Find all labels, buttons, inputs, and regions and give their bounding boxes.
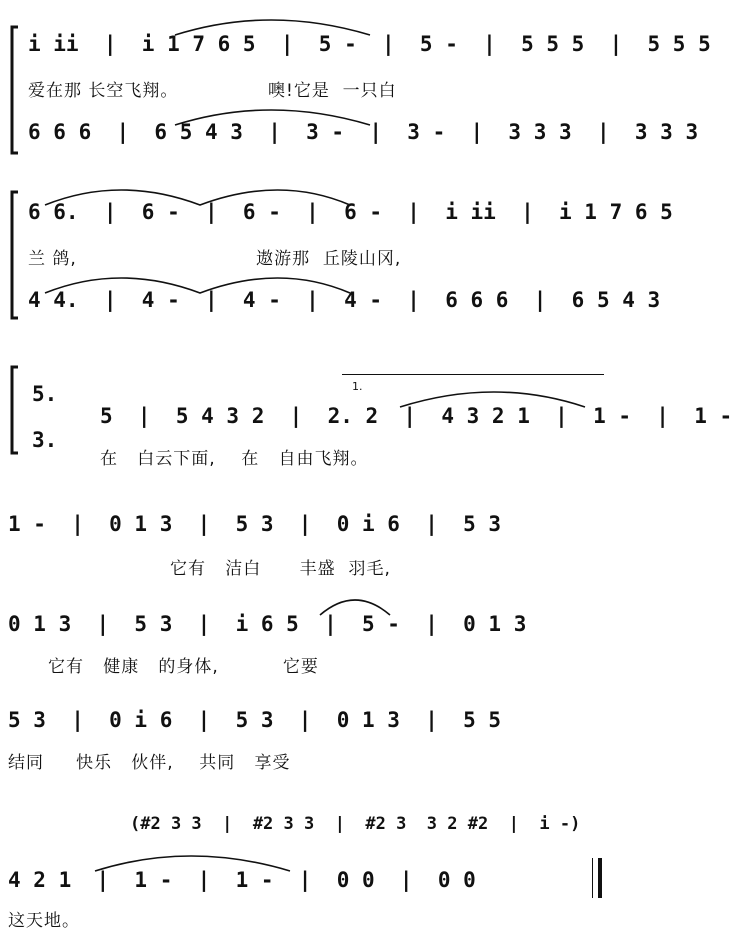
system5-notes: 0 1 3 | 5 3 | i 6 5 | 5 - | 0 1 3 [8, 612, 527, 636]
system6-notes: 5 3 | 0 i 6 | 5 3 | 0 1 3 | 5 5 [8, 708, 502, 732]
volta-bracket [342, 374, 604, 375]
system2-lower-notes: 4 4. | 4 - | 4 - | 4 - | 6 6 6 | 6 5 4 3 [28, 288, 661, 312]
system-brace [6, 25, 24, 155]
system2-lyric: 兰 鸽, 遨游那 丘陵山冈, [28, 249, 402, 269]
volta-label: 1. [352, 380, 363, 393]
system5-lyric: 它有 健康 的身体, 它要 [48, 657, 319, 677]
slur [170, 10, 380, 40]
system3-lyric: 在 白云下面, 在 自由飞翔。 [100, 449, 369, 469]
system3-upper-voice: 5. [32, 382, 58, 406]
system1-lower-notes: 6 6 6 | 6 5 4 3 | 3 - | 3 - | 3 3 3 | 3 3 3 [28, 120, 699, 144]
final-barline-thin [592, 858, 593, 898]
system4-lyric: 它有 洁白 丰盛 羽毛, [170, 559, 391, 579]
slur [395, 382, 595, 412]
system6-lyric: 结同 快乐 伙伴, 共同 享受 [8, 753, 291, 773]
final-barline [598, 858, 602, 898]
slur [170, 100, 380, 130]
system7-notes: 4 2 1 | 1 - | 1 - | 0 0 | 0 0 [8, 868, 476, 892]
system2-upper-notes: 6 6. | 6 - | 6 - | 6 - | i ii | i 1 7 6 5 [28, 200, 673, 224]
system1-lyric: 爱在那 长空飞翔。 噢!它是 一只白 [28, 81, 397, 101]
system1-upper-notes: i ii | i 1 7 6 5 | 5 - | 5 - | 5 5 5 | 5 5 5 [28, 32, 711, 56]
system-brace [6, 365, 24, 455]
system4-notes: 1 - | 0 1 3 | 5 3 | 0 i 6 | 5 3 [8, 512, 502, 536]
system7-upper-notes: (#2 3 3 | #2 3 3 | #2 3 3 2 #2 | i -) [130, 814, 581, 834]
system3-notes: 5 | 5 4 3 2 | 2. 2 | 4 3 2 1 | 1 - | 1 - [100, 404, 732, 428]
slur [315, 590, 395, 620]
system3-lower-voice: 3. [32, 428, 58, 452]
system7-lyric: 这天地。 [8, 911, 80, 931]
slur [90, 846, 300, 876]
system-brace [6, 190, 24, 320]
slur [40, 180, 360, 210]
slur [40, 268, 360, 298]
